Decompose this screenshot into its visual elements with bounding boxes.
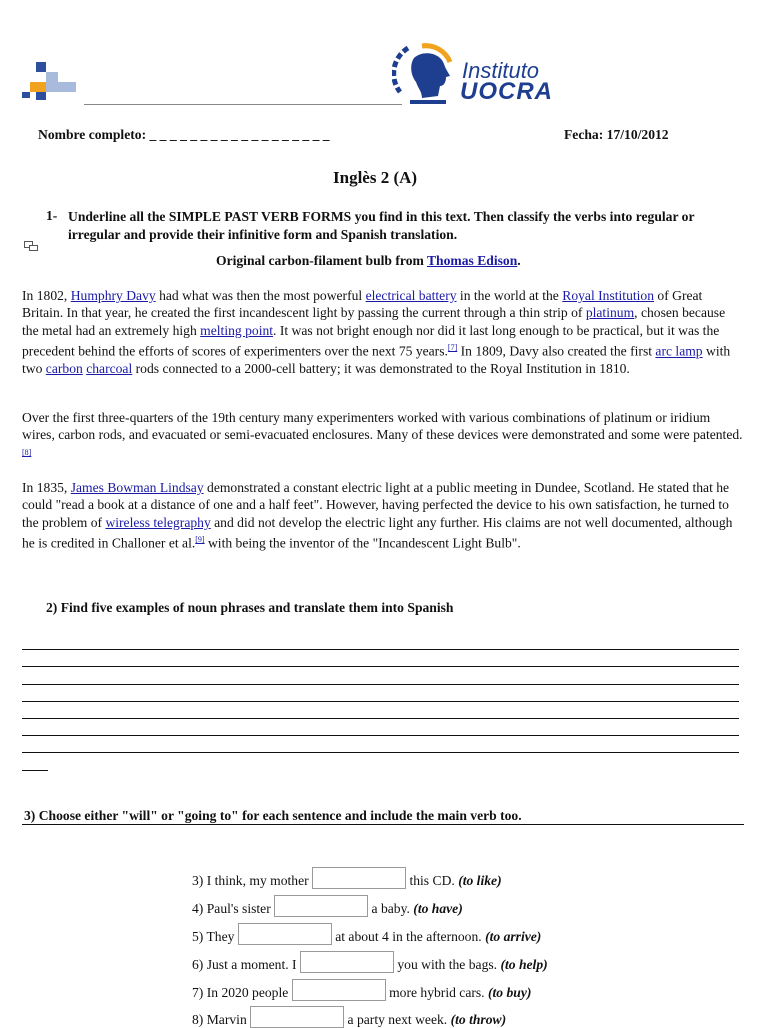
logo-text-uocra: UOCRA bbox=[460, 78, 553, 105]
link-electrical-battery[interactable]: electrical battery bbox=[365, 288, 457, 303]
link-wireless-telegraphy[interactable]: wireless telegraphy bbox=[105, 514, 211, 530]
citation-8[interactable]: [8] bbox=[22, 447, 32, 457]
exercise-8: 8) Marvin a party next week. (to throw) bbox=[192, 1006, 506, 1028]
answer-line[interactable] bbox=[22, 649, 739, 650]
link-james-bowman-lindsay[interactable]: James Bowman Lindsay bbox=[70, 480, 204, 495]
q1-instructions: Underline all the SIMPLE PAST VERB FORMS you find in this text. Then classify the verbs into regular or irregular and provide their infinitive form and Spanish translation. bbox=[68, 209, 695, 242]
link-charcoal[interactable]: charcoal bbox=[86, 361, 133, 377]
q3-instructions: 3) Choose either "will" or "going to" for each sentence and include the main verb too. bbox=[24, 808, 522, 823]
link-carbon[interactable]: carbon bbox=[45, 361, 83, 377]
answer-input[interactable] bbox=[312, 867, 406, 889]
paragraph-experimenters: Over the first three-quarters of the 19th century many experimenters worked with various combinations of platinum or iridium wires, carbon rods, and evacuated or semi-evacuated enclosures. Many of these devices were demonstrated and some were patented.[8] bbox=[22, 410, 743, 457]
q3-underline bbox=[22, 824, 744, 825]
caption-text: Original carbon-filament bulb from bbox=[216, 253, 427, 268]
link-arc-lamp[interactable]: arc lamp bbox=[655, 343, 703, 359]
link-platinum[interactable]: platinum bbox=[585, 305, 635, 321]
exercise-4: 4) Paul's sister a baby. (to have) bbox=[192, 895, 463, 917]
q1-number: 1- bbox=[46, 208, 58, 223]
link-royal-institution[interactable]: Royal Institution bbox=[562, 288, 655, 303]
caption-period: . bbox=[517, 253, 521, 268]
link-thomas-edison[interactable]: Thomas Edison bbox=[426, 253, 518, 268]
exercise-5: 5) They at about 4 in the afternoon. (to arrive) bbox=[192, 923, 541, 945]
answer-input[interactable] bbox=[274, 895, 368, 917]
link-humphry-davy[interactable]: Humphry Davy bbox=[70, 288, 156, 303]
broken-image-icon bbox=[24, 240, 38, 252]
answer-input[interactable] bbox=[238, 923, 332, 945]
link-melting-point[interactable]: melting point bbox=[200, 322, 274, 338]
answer-line[interactable] bbox=[22, 752, 739, 753]
answer-line[interactable] bbox=[22, 735, 739, 736]
answer-line[interactable] bbox=[22, 701, 739, 702]
head-profile-icon bbox=[392, 42, 462, 108]
exercise-6: 6) Just a moment. I you with the bags. (to help) bbox=[192, 951, 548, 973]
image-caption bbox=[216, 253, 521, 269]
paragraph-lindsay: In 1835, James Bowman Lindsay demonstrated a constant electric light at a public meeting in Dundee, Scotland. He stated that he could "read a book at a distance of one and a half feet". However, having perfected the device to his own satisfaction, he turned to the problem of wireless telegraphy and did not develop the electric light any further. His claims are not well documented, although he is credited in Challoner et al.[9] with being the inventor of the "Incandescent Light Bulb". bbox=[22, 480, 733, 551]
answer-input[interactable] bbox=[250, 1006, 344, 1028]
answer-line[interactable] bbox=[22, 684, 739, 685]
answer-input[interactable] bbox=[292, 979, 386, 1001]
citation-7[interactable]: [7] bbox=[447, 343, 458, 353]
page-title: Inglès 2 (A) bbox=[333, 168, 418, 187]
decorative-squares-logo bbox=[22, 62, 82, 106]
exercise-3: 3) I think, my mother this CD. (to like) bbox=[192, 867, 502, 889]
answer-line[interactable] bbox=[22, 666, 739, 667]
paragraph-davy: In 1802, Humphry Davy had what was then the most powerful electrical battery in the world at the Royal Institution of Great Britain. In that year, he created the first incandescent light by passing the current through a thin strip of platinum, chosen because the metal had an extremely high melting point. It was not bright enough nor did it last long enough to be practical, but it was the precedent behind the efforts of scores of experimenters over the next 75 years.[7] In 1809, Davy also created the first arc lamp with two carbon charcoal rods connected to a 2000-cell battery; it was demonstrated to the Royal Institution in 1810. bbox=[22, 288, 731, 377]
date-label: Fecha: 17/10/2012 bbox=[564, 127, 669, 142]
header-divider bbox=[84, 104, 402, 105]
answer-input[interactable] bbox=[300, 951, 394, 973]
exercise-7: 7) In 2020 people more hybrid cars. (to buy) bbox=[192, 979, 531, 1001]
name-field-label: Nombre completo: _ _ _ _ _ _ _ _ _ _ _ _ _ _ _ _ _ _ bbox=[38, 127, 330, 142]
answer-line[interactable] bbox=[22, 718, 739, 719]
q2-instructions: 2) Find five examples of noun phrases and translate them into Spanish bbox=[46, 600, 454, 615]
uocra-logo bbox=[392, 42, 562, 108]
answer-line-short[interactable] bbox=[22, 770, 48, 771]
citation-9[interactable]: [9] bbox=[195, 535, 205, 545]
logo-text-instituto: Instituto bbox=[462, 58, 540, 83]
